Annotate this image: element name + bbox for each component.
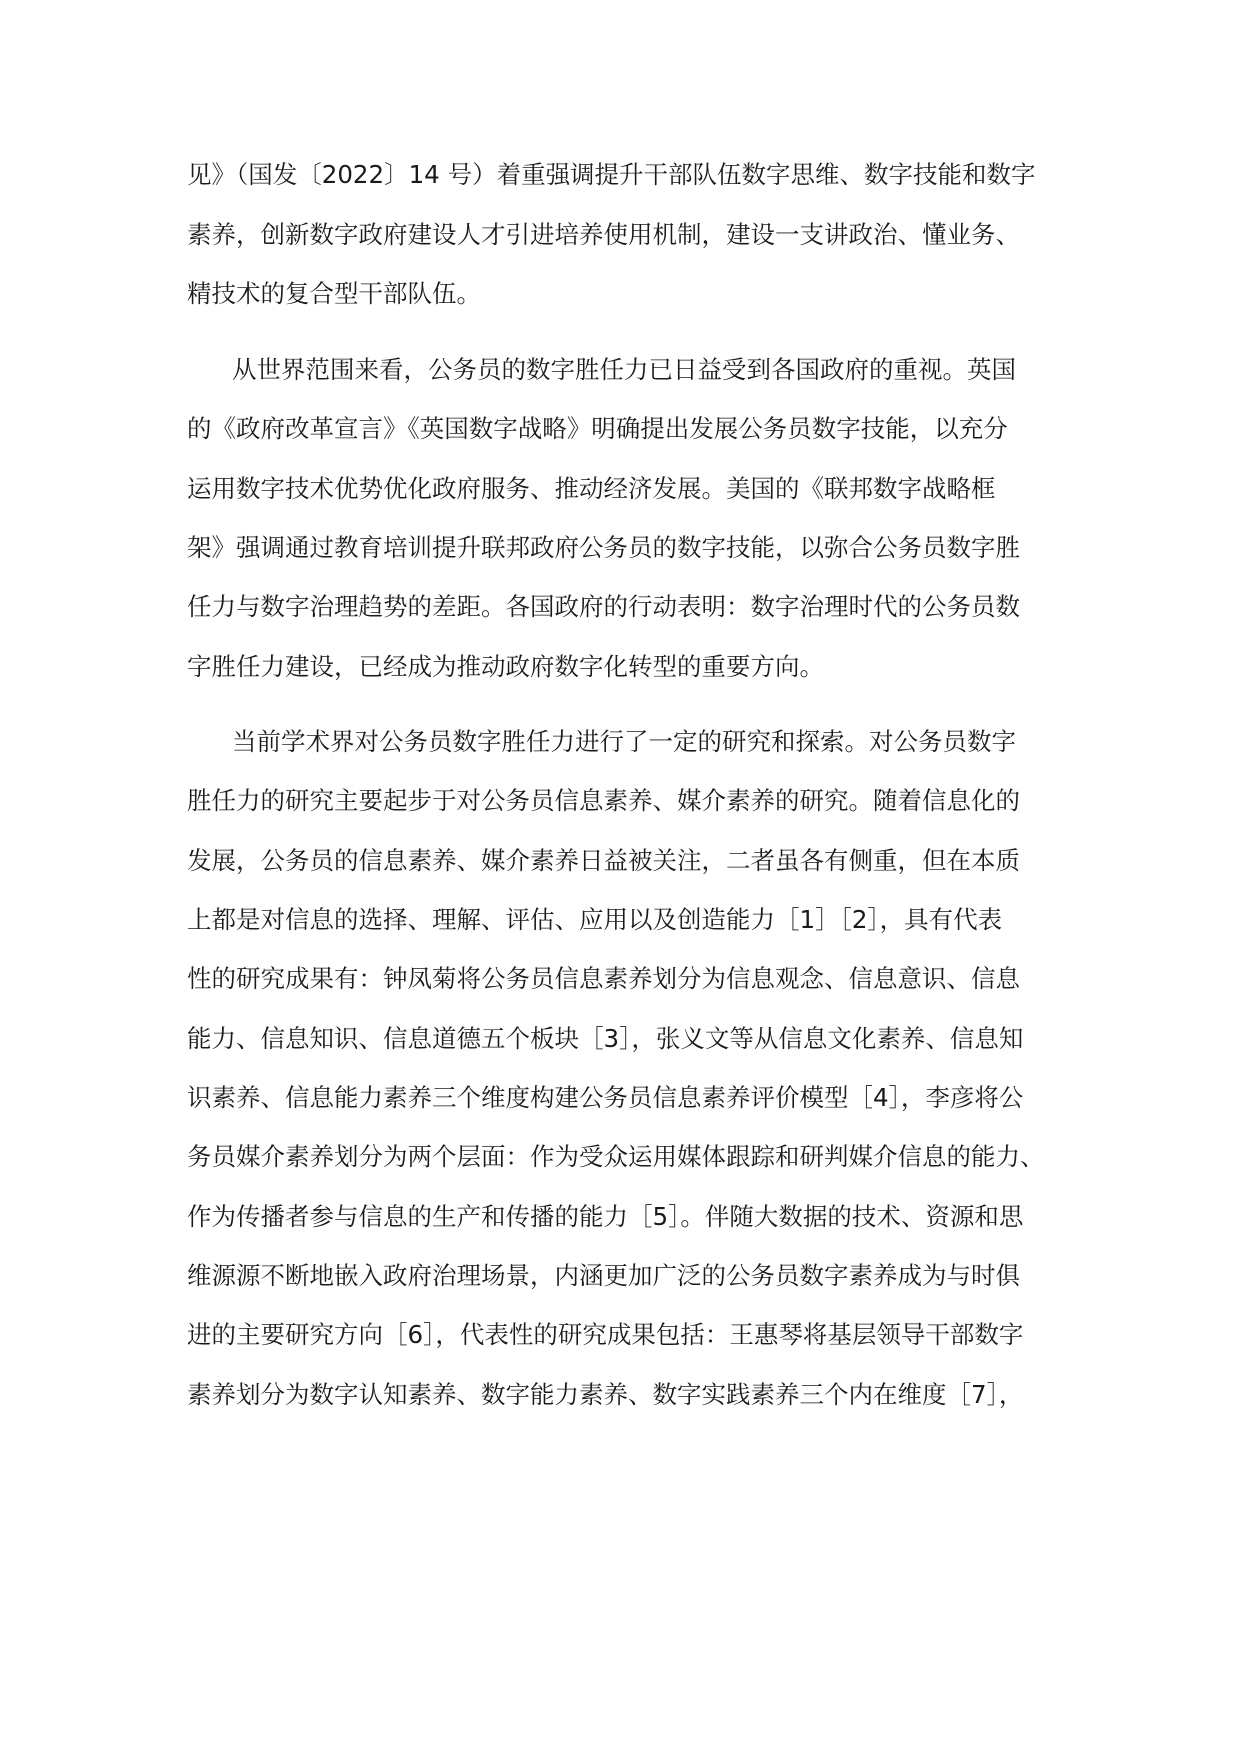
text-line: 见》（国发〔2022〕14 号）着重强调提升干部队伍数字思维、数字技能和数字 [187,160,1036,189]
text-line: 素养划分为数字认知素养、数字能力素养、数字实践素养三个内在维度［7］， [187,1380,1024,1409]
text-line: 任力与数字治理趋势的差距。各国政府的行动表明：数字治理时代的公务员数 [187,592,1020,621]
text-line: 性的研究成果有：钟凤菊将公务员信息素养划分为信息观念、信息意识、信息 [187,964,1020,993]
text-line: 作为传播者参与信息的生产和传播的能力［5］。伴随大数据的技术、资源和思 [187,1202,1024,1231]
text-line: 运用数字技术优势优化政府服务、推动经济发展。美国的《联邦数字战略框 [187,474,996,503]
text-line: 务员媒介素养划分为两个层面：作为受众运用媒体跟踪和研判媒介信息的能力、 [187,1142,1045,1171]
text-line: 上都是对信息的选择、理解、评估、应用以及创造能力［1］［2］，具有代表 [187,905,1003,934]
text-line: 胜任力的研究主要起步于对公务员信息素养、媒介素养的研究。随着信息化的 [187,786,1020,815]
text-line: 当前学术界对公务员数字胜任力进行了一定的研究和探索。对公务员数字 [232,727,1016,756]
text-line: 维源源不断地嵌入政府治理场景，内涵更加广泛的公务员数字素养成为与时俱 [187,1261,1020,1290]
text-line: 精技术的复合型干部队伍。 [187,279,481,308]
text-line: 从世界范围来看，公务员的数字胜任力已日益受到各国政府的重视。英国 [232,355,1016,384]
text-line: 架》强调通过教育培训提升联邦政府公务员的数字技能，以弥合公务员数字胜 [187,533,1020,562]
text-line: 素养，创新数字政府建设人才引进培养使用机制，建设一支讲政治、懂业务、 [187,220,1020,249]
text-line: 发展，公务员的信息素养、媒介素养日益被关注，二者虽各有侧重，但在本质 [187,846,1020,875]
text-line: 识素养、信息能力素养三个维度构建公务员信息素养评价模型［4］，李彦将公 [187,1083,1024,1112]
text-line: 进的主要研究方向［6］，代表性的研究成果包括：王惠琴将基层领导干部数字 [187,1320,1024,1349]
text-line: 字胜任力建设，已经成为推动政府数字化转型的重要方向。 [187,652,824,681]
text-line: 的《政府改革宣言》《英国数字战略》明确提出发展公务员数字技能，以充分 [187,414,1008,443]
text-line: 能力、信息知识、信息道德五个板块［3］，张义文等从信息文化素养、信息知 [187,1024,1024,1053]
